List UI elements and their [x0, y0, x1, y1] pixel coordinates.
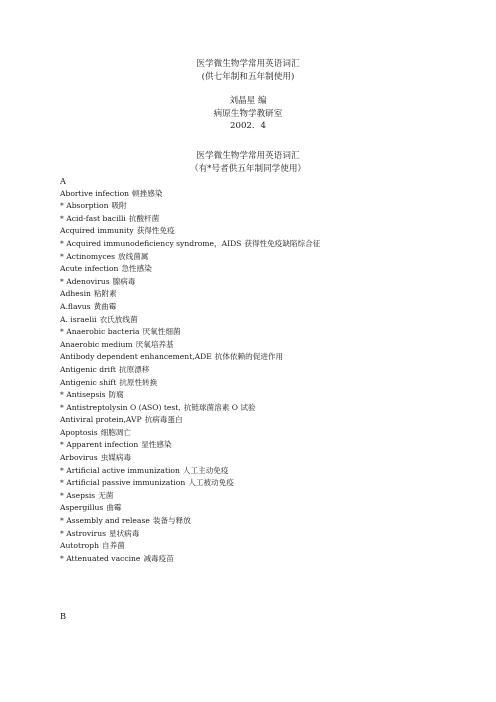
term-english: * Acquired immunodeficiency syndrome，AIDS — [60, 238, 242, 248]
glossary-entry — [60, 414, 460, 427]
term-chinese: 抗病毒蛋白 — [144, 415, 183, 425]
glossary-entry — [60, 515, 460, 528]
term-english: * Antistreptolysin O (ASO) test, — [60, 402, 181, 412]
glossary-entry — [60, 553, 460, 566]
term-english: * Adenovirus — [60, 276, 110, 286]
glossary-entry — [60, 213, 460, 226]
term-english: * Apparent infection — [60, 440, 139, 450]
glossary-entry — [60, 188, 460, 201]
glossary-entry — [60, 465, 460, 478]
glossary-entry — [60, 490, 460, 503]
term-english: * Attenuated vaccine — [60, 553, 141, 563]
glossary-note: （有*号者供五年制同学使用） — [189, 163, 307, 174]
document-department: 病原生物学教研室 — [213, 108, 283, 119]
document-subtitle: (供七年制和五年制使用) — [201, 71, 295, 82]
term-chinese: 星状病毒 — [108, 528, 140, 538]
glossary-entry — [60, 326, 460, 339]
term-chinese: 腺病毒 — [112, 276, 136, 286]
term-chinese: 防腐 — [108, 390, 124, 400]
term-chinese: 顿挫感染 — [132, 188, 163, 198]
term-chinese: 放线菌属 — [118, 251, 149, 261]
term-chinese: 吸附 — [111, 201, 127, 211]
term-english: Adhesin — [60, 289, 91, 299]
term-english: Autotroph — [60, 541, 100, 551]
term-chinese: 抗酸杆菌 — [128, 213, 160, 223]
term-chinese: 抗体依赖的促进作用 — [214, 352, 284, 362]
term-chinese: 厌氧性细菌 — [142, 327, 181, 337]
glossary-entry — [60, 540, 460, 553]
section-letter-a: A — [60, 176, 66, 186]
glossary-entry — [60, 200, 460, 213]
term-english: Antigenic shift — [60, 377, 117, 387]
term-chinese: 曲霉 — [106, 503, 122, 513]
glossary-entry — [60, 238, 460, 251]
document-header — [0, 58, 496, 133]
glossary-entry — [60, 364, 460, 377]
document-author: 刘晶星 编 — [229, 96, 267, 106]
term-english: * Artificial passive immunization — [60, 478, 186, 488]
glossary-entry — [60, 427, 460, 440]
glossary-entry — [60, 402, 460, 415]
glossary-entry — [60, 263, 460, 276]
glossary-entry — [60, 452, 460, 465]
glossary-entry — [60, 276, 460, 289]
term-english: * Absorption — [60, 201, 109, 211]
term-chinese: 急性感染 — [121, 264, 152, 274]
term-english: Acute infection — [60, 264, 119, 274]
glossary-entry — [60, 389, 460, 402]
term-chinese: 减毒疫苗 — [143, 553, 174, 563]
term-english: Anaerobic medium — [60, 339, 133, 349]
glossary-title: 医学微生物学常用英语词汇 — [196, 151, 300, 161]
term-chinese: 抗链球菌溶素 O 试验 — [183, 402, 256, 412]
term-english: * Assembly and release — [60, 516, 150, 526]
glossary-entry — [60, 351, 460, 364]
term-english: Antigenic drift — [60, 364, 116, 374]
term-chinese: 装备与释放 — [152, 516, 191, 526]
term-english: Antibody dependent enhancement,ADE — [60, 352, 212, 362]
term-chinese: 抗原性转换 — [119, 377, 158, 387]
glossary-entry — [60, 251, 460, 264]
term-chinese: 人工被动免疫 — [188, 478, 234, 488]
term-english: Abortive infection — [60, 188, 130, 198]
term-chinese: 无菌 — [98, 490, 114, 500]
term-chinese: 抗原漂移 — [118, 364, 150, 374]
glossary-entry — [60, 439, 460, 452]
glossary-entry — [60, 528, 460, 541]
term-english: Antiviral protein,AVP — [60, 415, 142, 425]
glossary-entry — [60, 314, 460, 327]
term-english: Aspergillus — [60, 503, 104, 513]
glossary-entries-a — [60, 188, 460, 566]
term-chinese: 衣氏放线菌 — [99, 314, 138, 324]
term-english: * Acid-fast bacilli — [60, 213, 126, 223]
term-english: * Anaerobic bacteria — [60, 327, 140, 337]
document-date: 2002．4 — [230, 121, 266, 131]
glossary-entry — [60, 225, 460, 238]
term-english: Acquired immunity — [60, 226, 134, 236]
term-english: * Astrovirus — [60, 528, 106, 538]
glossary-entry — [60, 288, 460, 301]
term-chinese: 获得性免疫缺陷综合征 — [244, 238, 321, 248]
term-english: * Antisepsis — [60, 390, 106, 400]
term-chinese: 获得性免疫 — [136, 226, 175, 236]
glossary-entry — [60, 377, 460, 390]
glossary-entry — [60, 339, 460, 352]
glossary-entry — [60, 477, 460, 490]
term-english: * Asepsis — [60, 490, 96, 500]
glossary-list — [60, 175, 460, 565]
term-chinese: 虫媒病毒 — [100, 453, 132, 463]
term-chinese: 自养菌 — [102, 541, 125, 551]
glossary-header — [0, 150, 496, 175]
section-letter-b: B — [60, 611, 67, 621]
term-chinese: 黄曲霉 — [93, 301, 117, 311]
term-chinese: 粘附素 — [93, 289, 117, 299]
glossary-entry — [60, 301, 460, 314]
term-english: A. israelii — [60, 314, 97, 324]
term-english: Apoptosis — [60, 427, 98, 437]
document-title: 医学微生物学常用英语词汇 — [196, 59, 300, 69]
term-english: * Artificial active immunization — [60, 465, 180, 475]
term-chinese: 人工主动免疫 — [182, 465, 229, 475]
glossary-entry — [60, 502, 460, 515]
term-english: * Actinomyces — [60, 251, 116, 261]
term-chinese: 显性感染 — [141, 440, 172, 450]
term-english: Arbovirus — [60, 453, 98, 463]
term-chinese: 细胞凋亡 — [100, 427, 131, 437]
term-english: A.flavus — [60, 301, 91, 311]
term-chinese: 厌氧培养基 — [135, 339, 174, 349]
